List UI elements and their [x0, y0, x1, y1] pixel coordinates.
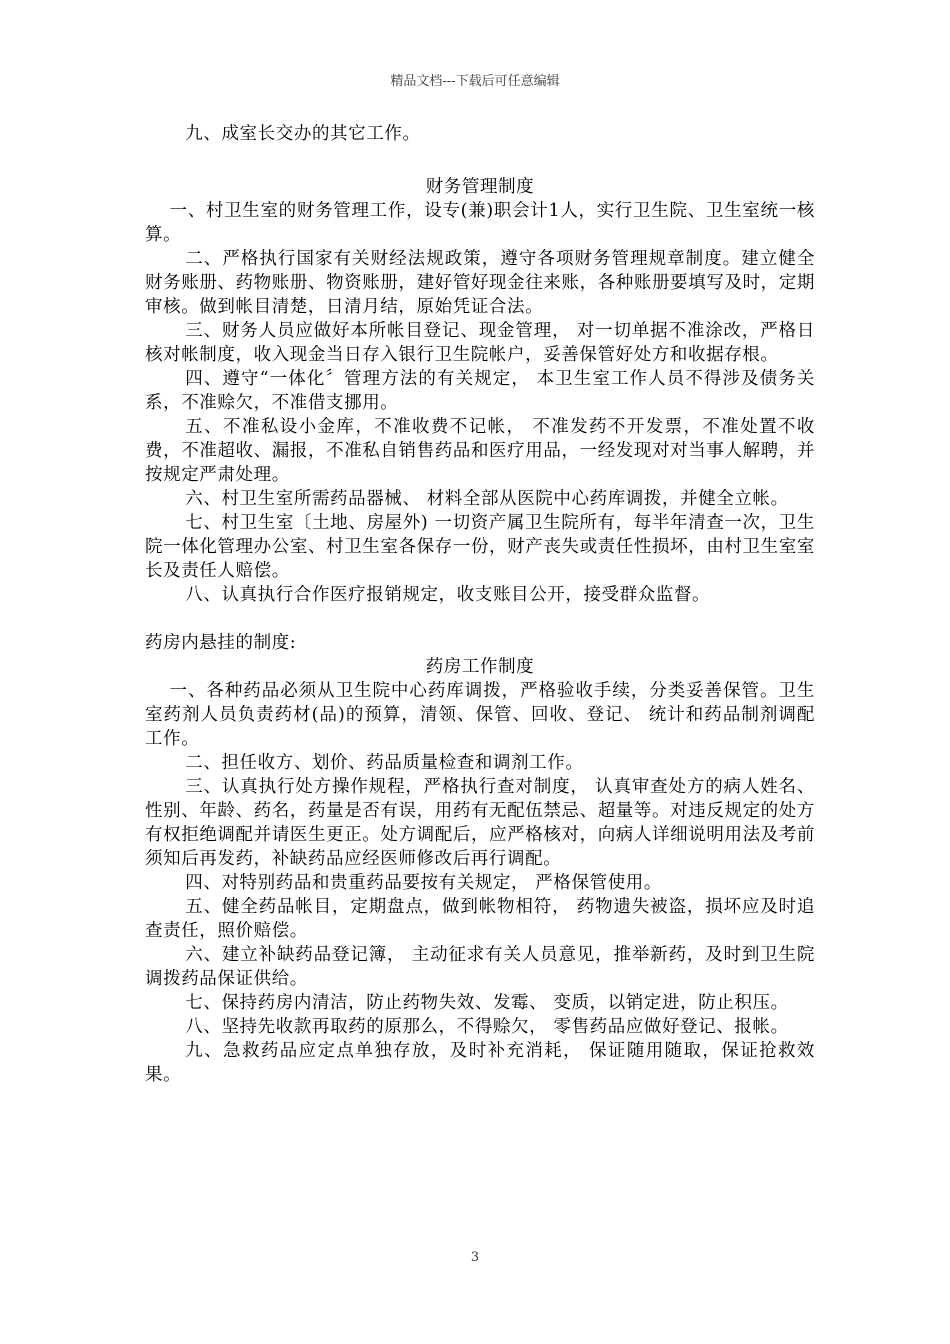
finance-item-3: 三、财务人员应做好本所帐目登记、现金管理， 对一切单据不准涂改，严格日核对帐制度，收入现金当日存入银行卫生院帐户，妥善保管好处方和收据存根。 — [145, 321, 815, 365]
finance-title: 财务管理制度 — [425, 177, 535, 197]
finance-item-4: 四、遵守“一体化〞管理方法的有关规定， 本卫生室工作人员不得涉及债务关系，不准赊欠，不准借支挪用。 — [145, 369, 815, 413]
finance-item-2: 二、严格执行国家有关财经法规政策，遵守各项财务管理规章制度。建立健全财务账册、药物账册、物资账册，建好管好现金往来账，各种账册要填写及时，定期审核。做到帐目清楚，日清月结，原始凭证合法。 — [145, 249, 815, 317]
finance-item-8: 八、认真执行合作医疗报销规定，收支账目公开，接受群众监督。 — [185, 585, 711, 605]
finance-item-7: 七、村卫生室〔土地、房屋外) 一切资产属卫生院所有，每半年清查一次，卫生院一体化管理办公室、村卫生室各保存一份，财产丧失或责任性损坏，由村卫生室室长及责任人赔偿。 — [145, 513, 815, 581]
pharmacy-item-2: 二、担任收方、划价、药品质量检查和调剂工作。 — [185, 753, 584, 773]
document-body — [145, 122, 815, 1087]
pharmacy-item-8: 八、坚持先收款再取药的原那么，不得赊欠， 零售药品应做好登记、报帐。 — [185, 1017, 789, 1037]
pharmacy-item-6: 六、建立补缺药品登记簿， 主动征求有关人员意见，推举新药，及时到卫生院调拨药品保证供给。 — [145, 945, 815, 989]
pharmacy-item-4: 四、对特别药品和贵重药品要按有关规定， 严格保管使用。 — [185, 873, 663, 893]
finance-item-6: 六、村卫生室所需药品器械、 材料全部从医院中心药库调拨，并健全立帐。 — [185, 489, 789, 509]
pharmacy-title: 药房工作制度 — [425, 657, 535, 677]
pharmacy-item-9: 九、急救药品应定点单独存放，及时补充消耗， 保证随用随取，保证抢救效果。 — [145, 1041, 815, 1085]
page-number: 3 — [470, 1250, 480, 1265]
page-header: 精品文档---下载后可任意编辑 — [390, 74, 560, 89]
pharmacy-item-1: 一、各种药品必须从卫生院中心药库调拨，严格验收手续，分类妥善保管。卫生室药剂人员负责药材(品)的预算，清领、保管、回收、登记、 统计和药品制剂调配工作。 — [145, 681, 815, 749]
pharmacy-item-3: 三、认真执行处方操作规程，严格执行查对制度， 认真审查处方的病人姓名、性别、年龄、药名，药量是否有误，用药有无配伍禁忌、超量等。对违反规定的处方有权拒绝调配并请医生更正。处方调配后，应严格核对，向病人详细说明用法及考前须知后再发药，补缺药品应经医师修改后再行调配。 — [145, 777, 815, 869]
pharmacy-item-5: 五、健全药品帐目，定期盘点，做到帐物相符， 药物遗失被盗，损坏应及时追查责任，照价赔偿。 — [145, 897, 815, 941]
pharmacy-item-7: 七、保持药房内清洁，防止药物失效、发霉、 变质，以销定进，防止积压。 — [185, 993, 789, 1013]
pharmacy-intro: 药房内悬挂的制度: — [145, 633, 297, 653]
finance-item-5: 五、不准私设小金库，不准收费不记帐， 不准发药不开发票，不准处置不收费，不准超收、漏报，不准私自销售药品和医疗用品，一经发现对对当事人解聘，并按规定严肃处理。 — [145, 417, 815, 485]
intro-line: 九、成室长交办的其它工作。 — [185, 124, 421, 144]
finance-item-1: 一、村卫生室的财务管理工作，设专(兼)职会计1人，实行卫生院、卫生室统一核算。 — [145, 201, 815, 245]
